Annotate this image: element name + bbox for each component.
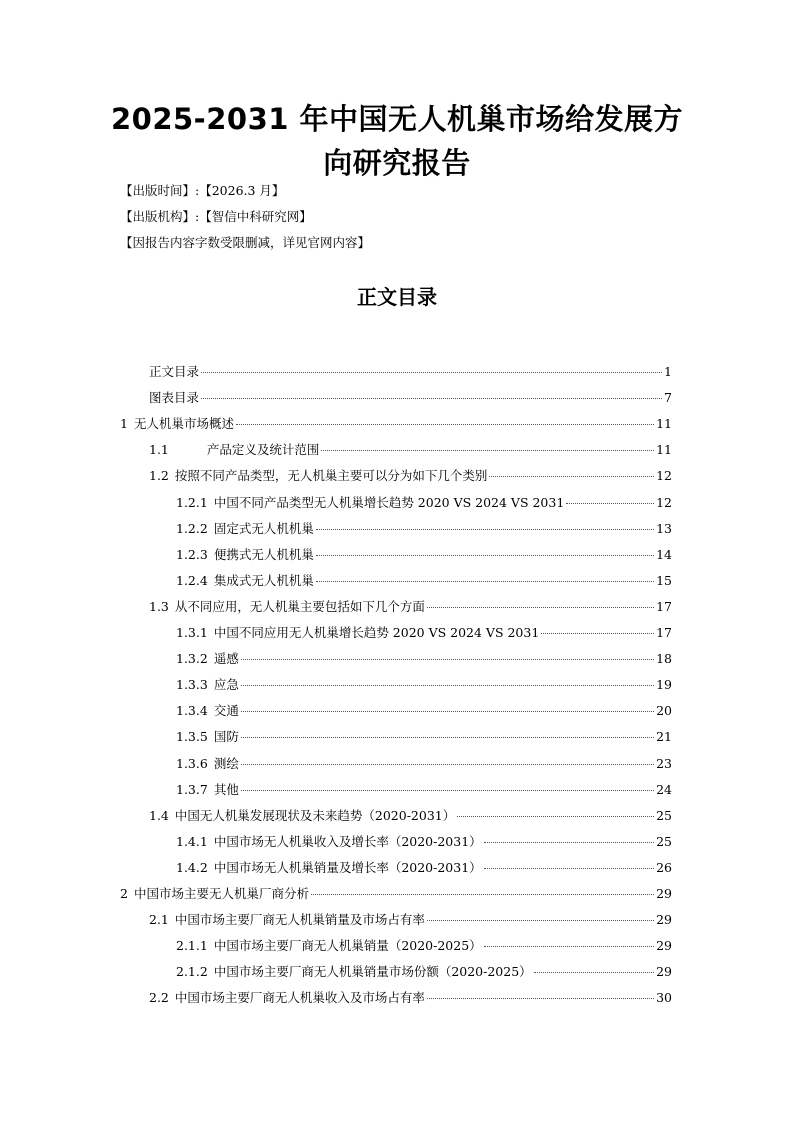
toc-entry-number: 1 bbox=[120, 416, 128, 432]
toc-entry[interactable] bbox=[176, 649, 672, 669]
toc-entry[interactable] bbox=[176, 675, 672, 695]
toc-dot-leader bbox=[241, 790, 654, 791]
toc-dot-leader bbox=[241, 685, 654, 686]
toc-entry-label: 集成式无人机机巢 bbox=[213, 572, 314, 588]
toc-entry-label: 固定式无人机机巢 bbox=[213, 520, 314, 536]
toc-entry-page: 15 bbox=[656, 572, 672, 588]
toc-dot-leader bbox=[201, 398, 662, 399]
toc-entry[interactable] bbox=[149, 988, 672, 1008]
toc-dot-leader bbox=[534, 972, 654, 973]
toc-entry[interactable] bbox=[176, 545, 672, 565]
toc-dot-leader bbox=[484, 946, 654, 947]
toc-entry-label: 按照不同产品类型，无人机巢主要可以分为如下几个类别 bbox=[174, 468, 488, 484]
toc-entry-label: 中国不同产品类型无人机巢增长趋势 2020 VS 2024 VS 2031 bbox=[213, 494, 565, 510]
toc-entry-page: 17 bbox=[656, 598, 672, 614]
toc-entry-number: 1.2.1 bbox=[176, 494, 208, 510]
toc-entry-label: 中国市场无人机巢收入及增长率（2020-2031） bbox=[213, 833, 482, 849]
toc-dot-leader bbox=[311, 894, 654, 895]
toc-entry[interactable] bbox=[176, 936, 672, 956]
toc-entry[interactable] bbox=[176, 858, 672, 878]
toc-dot-leader bbox=[566, 503, 654, 504]
toc-dot-leader bbox=[489, 476, 654, 477]
toc-entry-number: 2.1 bbox=[149, 912, 169, 928]
toc-entry-number: 1.2.4 bbox=[176, 572, 208, 588]
toc-entry[interactable] bbox=[176, 701, 672, 721]
toc-dot-leader bbox=[321, 450, 654, 451]
toc-dot-leader bbox=[316, 581, 654, 582]
toc-entry[interactable] bbox=[176, 623, 672, 643]
toc-entry-label: 正文目录 bbox=[149, 364, 200, 379]
toc-entry-number: 2.2 bbox=[149, 990, 169, 1006]
toc-entry-label: 中国市场无人机巢销量及增长率（2020-2031） bbox=[213, 859, 482, 875]
toc-entry[interactable] bbox=[176, 519, 672, 539]
toc-entry-page: 12 bbox=[656, 468, 672, 484]
toc-entry-number: 1.3.1 bbox=[176, 625, 208, 640]
toc-dot-leader bbox=[457, 816, 654, 817]
toc-entry-page: 1 bbox=[664, 364, 672, 379]
toc-entry-number: 2 bbox=[120, 886, 128, 901]
toc-entry-page: 19 bbox=[656, 677, 672, 693]
toc-dot-leader bbox=[484, 868, 654, 869]
content-notice: 【因报告内容字数受限删减，详见官网内容】 bbox=[120, 235, 371, 250]
toc-entry-page: 7 bbox=[664, 390, 672, 406]
toc-entry-label: 中国市场主要厂商无人机巢收入及市场占有率 bbox=[174, 990, 425, 1006]
toc-dot-leader bbox=[316, 555, 654, 556]
toc-dot-leader bbox=[541, 633, 654, 634]
toc-dot-leader bbox=[427, 920, 654, 921]
toc-entry-page: 21 bbox=[656, 729, 672, 745]
toc-dot-leader bbox=[427, 607, 654, 608]
toc-entry[interactable] bbox=[176, 493, 672, 513]
report-title-line-1: 2025-2031 年中国无人机巢市场给发展方 bbox=[110, 102, 684, 136]
toc-entry-page: 11 bbox=[656, 416, 672, 432]
publisher: 【出版机构】:【智信中科研究网】 bbox=[120, 209, 312, 224]
toc-entry-label: 从不同应用，无人机巢主要包括如下几个方面 bbox=[174, 598, 425, 614]
toc-entry-number: 1.4.1 bbox=[176, 833, 208, 849]
toc-entry[interactable] bbox=[149, 806, 672, 826]
toc-entry-number: 1.3 bbox=[149, 598, 169, 614]
toc-entry[interactable] bbox=[149, 388, 672, 408]
toc-entry-label: 中国市场主要厂商无人机巢销量市场份额（2020-2025） bbox=[213, 964, 532, 980]
toc-entry-page: 29 bbox=[656, 886, 672, 901]
toc-entry-label: 中国无人机巢发展现状及未来趋势（2020-2031） bbox=[174, 807, 456, 823]
toc-entry-number: 1.3.3 bbox=[176, 677, 208, 693]
toc-entry-label: 国防 bbox=[213, 729, 239, 745]
toc-entry-page: 25 bbox=[656, 807, 672, 823]
toc-entry[interactable] bbox=[120, 414, 672, 434]
publish-time: 【出版时间】:【2026.3 月】 bbox=[120, 183, 285, 198]
toc-entry-label: 交通 bbox=[213, 703, 239, 719]
toc-entry-page: 30 bbox=[656, 990, 672, 1006]
toc-entry-page: 12 bbox=[656, 494, 672, 510]
toc-entry[interactable] bbox=[149, 440, 672, 460]
toc-entry[interactable] bbox=[176, 727, 672, 747]
toc-entry-page: 29 bbox=[656, 964, 672, 980]
toc-dot-leader bbox=[241, 737, 654, 738]
toc-dot-leader bbox=[241, 659, 654, 660]
toc-entry-page: 24 bbox=[656, 781, 672, 797]
toc-entry-page: 29 bbox=[656, 912, 672, 928]
toc-dot-leader bbox=[241, 764, 654, 765]
toc-dot-leader bbox=[427, 998, 654, 999]
toc-entry[interactable] bbox=[176, 780, 672, 800]
toc-entry[interactable] bbox=[149, 910, 672, 930]
toc-entry[interactable] bbox=[149, 597, 672, 617]
toc-entry-label: 其他 bbox=[213, 781, 239, 797]
toc-entry-page: 26 bbox=[656, 859, 672, 875]
toc-dot-leader bbox=[201, 372, 662, 373]
toc-entry-page: 18 bbox=[656, 651, 672, 667]
toc-entry-page: 20 bbox=[656, 703, 672, 719]
toc-entry[interactable] bbox=[120, 884, 672, 904]
toc-entry-label: 图表目录 bbox=[149, 390, 200, 406]
toc-entry-page: 29 bbox=[656, 938, 672, 954]
toc-entry-number: 2.1.1 bbox=[176, 938, 208, 954]
toc-entry-number: 1.3.7 bbox=[176, 781, 208, 797]
toc-entry-page: 23 bbox=[656, 755, 672, 771]
toc-entry[interactable] bbox=[149, 466, 672, 486]
toc-entry[interactable] bbox=[149, 362, 672, 382]
toc-entry[interactable] bbox=[176, 571, 672, 591]
toc-dot-leader bbox=[236, 424, 654, 425]
toc-entry[interactable] bbox=[176, 754, 672, 774]
toc-entry-number: 2.1.2 bbox=[176, 964, 208, 980]
toc-entry-number: 1.4 bbox=[149, 807, 169, 823]
toc-entry-label: 测绘 bbox=[213, 755, 239, 771]
toc-entry-label: 中国市场主要厂商无人机巢销量（2020-2025） bbox=[213, 938, 482, 954]
toc-entry-page: 25 bbox=[656, 833, 672, 849]
toc-entry-page: 17 bbox=[656, 625, 672, 640]
toc-entry-label: 中国市场主要无人机巢厂商分析 bbox=[133, 886, 309, 901]
toc-entry-label: 产品定义及统计范围 bbox=[206, 442, 320, 458]
toc-entry-number: 1.3.6 bbox=[176, 755, 208, 771]
toc-entry[interactable] bbox=[176, 832, 672, 852]
toc-entry-number: 1.1 bbox=[149, 442, 169, 458]
report-title-line-2: 向研究报告 bbox=[323, 146, 471, 180]
toc-entry-label: 便携式无人机机巢 bbox=[213, 546, 314, 562]
toc-entry-label: 中国市场主要厂商无人机巢销量及市场占有率 bbox=[174, 912, 425, 928]
toc-entry-label: 应急 bbox=[213, 677, 239, 693]
toc-entry-page: 13 bbox=[656, 520, 672, 536]
toc-entry-number: 1.2.3 bbox=[176, 546, 208, 562]
toc-dot-leader bbox=[241, 711, 654, 712]
toc-entry[interactable] bbox=[176, 962, 672, 982]
toc-dot-leader bbox=[316, 529, 654, 530]
toc-entry-label: 无人机巢市场概述 bbox=[133, 416, 234, 432]
toc-entry-number: 1.3.2 bbox=[176, 651, 208, 667]
toc-entry-number: 1.3.4 bbox=[176, 703, 208, 719]
toc-entry-number: 1.2 bbox=[149, 468, 169, 484]
toc-entry-label: 中国不同应用无人机巢增长趋势 2020 VS 2024 VS 2031 bbox=[213, 625, 540, 640]
toc-entry-page: 14 bbox=[656, 546, 672, 562]
toc-entry-number: 1.4.2 bbox=[176, 859, 208, 875]
toc-entry-label: 遥感 bbox=[213, 651, 239, 667]
toc-entry-number: 1.3.5 bbox=[176, 729, 208, 745]
toc-entry-page: 11 bbox=[656, 442, 672, 458]
toc-dot-leader bbox=[484, 842, 654, 843]
toc-heading: 正文目录 bbox=[357, 285, 437, 309]
toc-entry-number: 1.2.2 bbox=[176, 520, 208, 536]
